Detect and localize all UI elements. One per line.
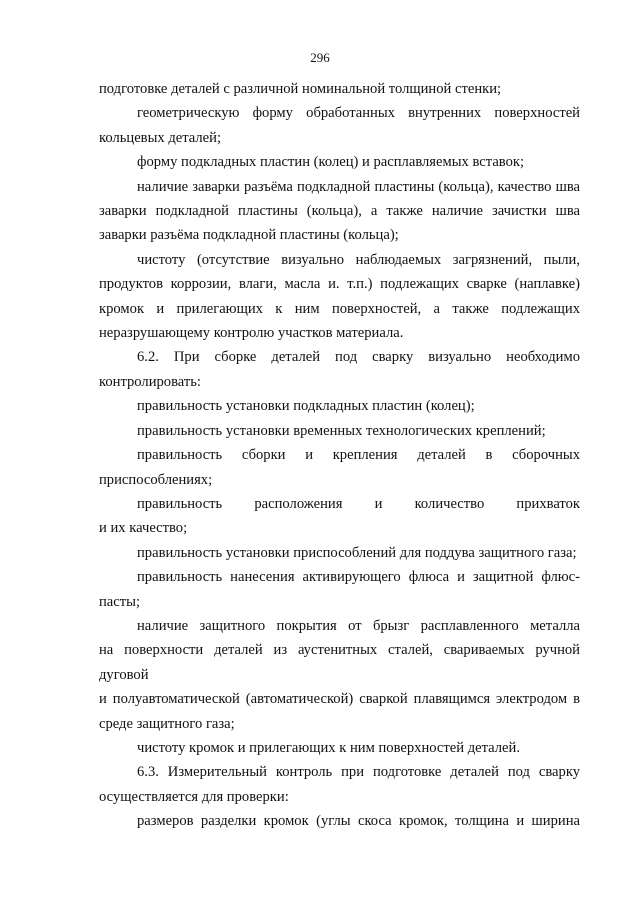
document-body <box>99 77 580 834</box>
text-line: заварки подкладной пластины (кольца), а также наличие зачистки шва <box>99 203 580 220</box>
page-number: 296 <box>310 50 330 65</box>
text-line: кольцевых деталей; <box>99 129 222 146</box>
text-line: на поверхности деталей из аустенитных сталей, свариваемых ручной дуговой <box>99 642 580 683</box>
text-line: контролировать: <box>99 373 201 390</box>
text-line: чистоту кромок и прилегающих к ним поверхностей деталей. <box>137 739 520 756</box>
text-line: наличие защитного покрытия от брызг расплавленного металла <box>137 617 580 634</box>
section-heading-6-3: 6.3. Измерительный контроль при подготовке деталей под сварку <box>137 764 580 781</box>
text-line: правильность расположения и количество прихваток <box>137 495 580 512</box>
text-line: правильность установки подкладных пластин (колец); <box>137 398 475 415</box>
text-line: чистоту (отсутствие визуально наблюдаемых загрязнений, пыли, <box>137 251 580 268</box>
text-line: и полуавтоматической (автоматической) сваркой плавящимся электродом в <box>99 691 580 708</box>
text-line: среде защитного газа; <box>99 715 235 732</box>
text-line: форму подкладных пластин (колец) и расплавляемых вставок; <box>137 154 525 171</box>
text-line: подготовке деталей с различной номинальной толщиной стенки; <box>99 81 502 97</box>
text-line: правильность установки временных технологических креплений; <box>137 422 546 439</box>
text-line: заварки разъёма подкладной пластины (кольца); <box>99 227 399 244</box>
text-line: кромок и прилегающих к ним поверхностей, а также подлежащих <box>99 300 580 317</box>
text-line: неразрушающему контролю участков материала. <box>99 325 404 342</box>
text-line: размеров разделки кромок (углы скоса кромок, толщина и ширина <box>137 813 580 830</box>
text-line: правильность установки приспособлений для поддува защитного газа; <box>137 544 577 561</box>
text-line: правильность сборки и крепления деталей в сборочных <box>137 447 580 464</box>
text-line: приспособлениях; <box>99 471 213 488</box>
text-line: осуществляется для проверки: <box>99 788 289 805</box>
text-line: пасты; <box>99 593 141 610</box>
text-line: геометрическую форму обработанных внутренних поверхностей <box>137 105 580 122</box>
text-line: наличие заварки разъёма подкладной пластины (кольца), качество шва <box>137 178 580 195</box>
text-line: и их качество; <box>99 520 188 537</box>
text-line: правильность нанесения активирующего флюса и защитной флюс- <box>137 569 580 586</box>
section-heading-6-2: 6.2. При сборке деталей под сварку визуально необходимо <box>137 349 580 366</box>
text-line: продуктов коррозии, влаги, масла и. т.п.) подлежащих сварке (наплавке) <box>99 276 580 293</box>
